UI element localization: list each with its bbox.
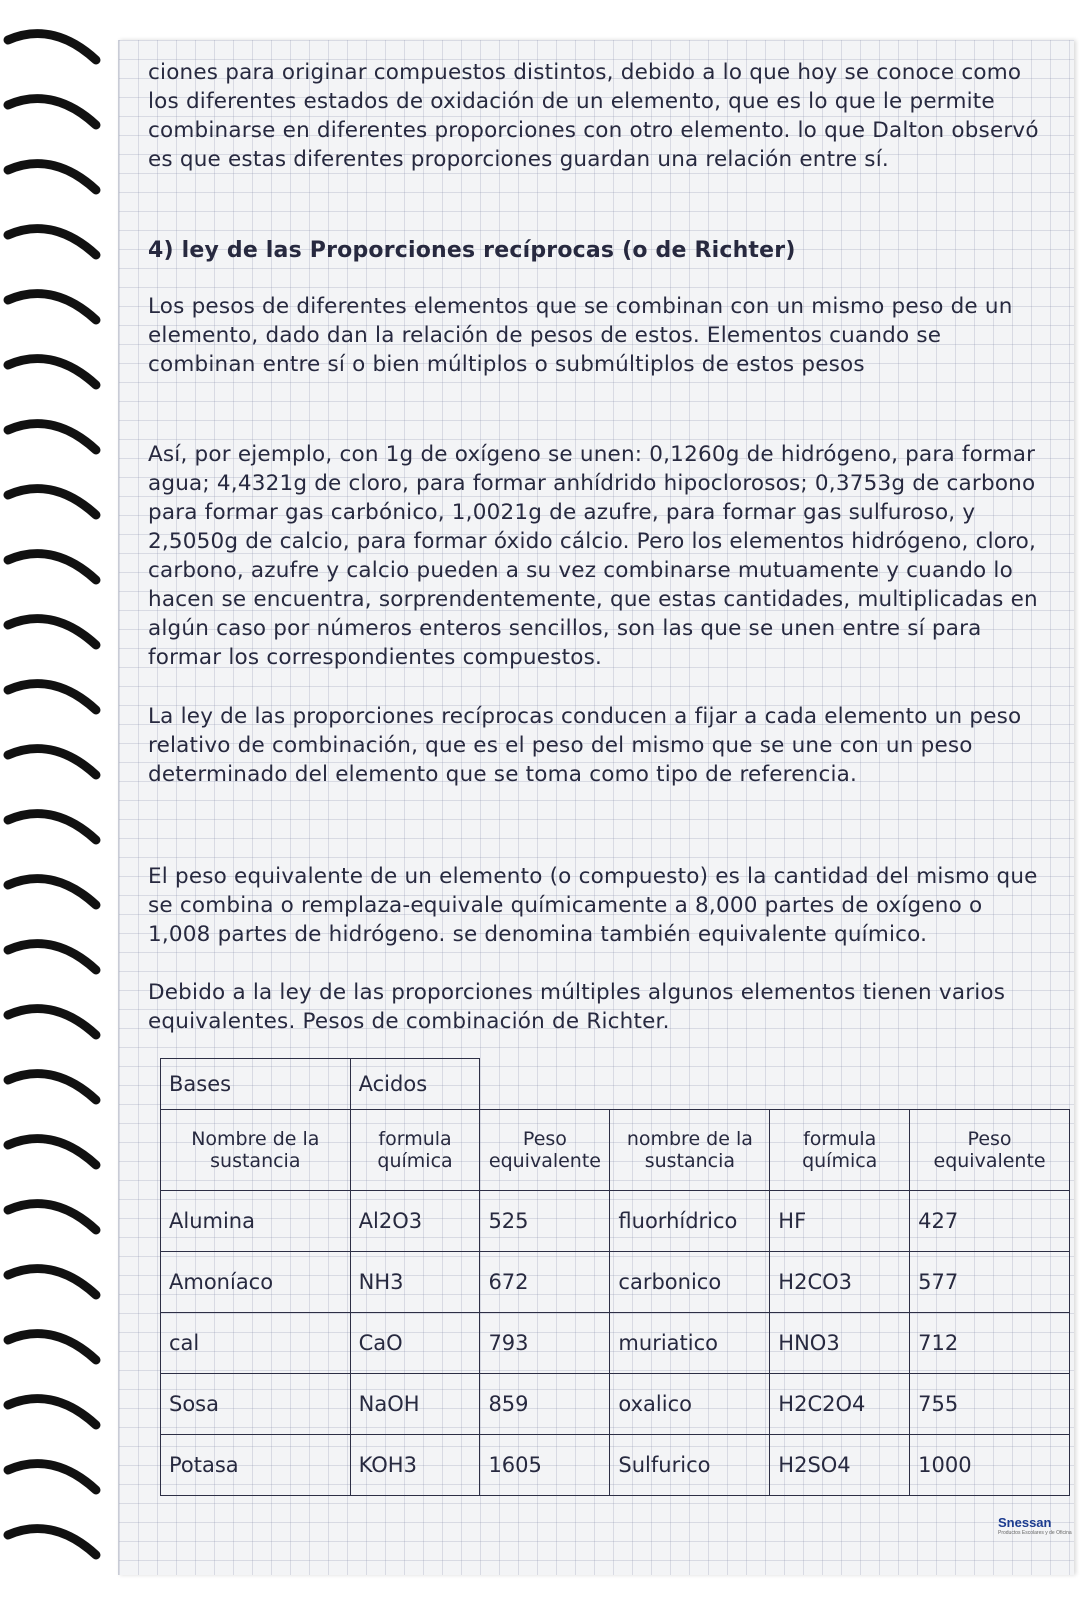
header-cell: Peso equivalente: [480, 1110, 610, 1191]
table-cell: fluorhídrico: [610, 1191, 770, 1252]
table-row: [161, 1252, 1070, 1313]
table-cell: 793: [480, 1313, 610, 1374]
paragraph-multiple-equivalents: Debido a la ley de las proporciones múltiples algunos elementos tienen varios equivalentes. Pesos de combinación de Richter.: [148, 980, 1006, 1034]
table-group-row: [161, 1059, 1070, 1110]
brand-logo: [998, 1515, 1072, 1536]
table-cell: H2CO3: [770, 1252, 910, 1313]
paragraph-example: Así, por ejemplo, con 1g de oxígeno se unen: 0,1260g de hidrógeno, para formar agua; 4,4321g de cloro, para formar anhídrido hipoclorosos; 0,3753g de carbono para formar gas carbónico, 1,0021g de azufre, para formar gas sulfuroso, y 2,5050g de calcio, para formar óxido cálcio. Pero los elementos hidrógeno, cloro, carbono, azufre y calcio pueden a su vez combinarse mutuamente y cuando lo hacen se encuentra, sorprendentemente, que estas cantidades, multiplicadas en algún caso por números enteros sencillos, son las que se unen entre sí para formar los correspondientes compuestos.: [148, 442, 1038, 670]
table-cell: HNO3: [770, 1313, 910, 1374]
table-cell: 525: [480, 1191, 610, 1252]
table-cell: KOH3: [350, 1435, 480, 1496]
table-cell: H2SO4: [770, 1435, 910, 1496]
spiral-ring: [8, 879, 96, 905]
paragraph-richter-law: Los pesos de diferentes elementos que se combinan con un mismo peso de un elemento, dado dan la relación de pesos de estos. Elementos cuando se combinan entre sí o bien múltiplos o submúltiplos de estos pesos: [148, 294, 1013, 377]
header-cell: nombre de la sustancia: [610, 1110, 770, 1191]
spiral-ring: [8, 814, 96, 840]
table-cell: HF: [770, 1191, 910, 1252]
table-row: [161, 1435, 1070, 1496]
spiral-ring: [8, 1204, 96, 1230]
spiral-ring: [8, 34, 96, 60]
table-cell: 577: [910, 1252, 1070, 1313]
header-cell: formula química: [350, 1110, 480, 1191]
section-heading: 4) ley de las Proporciones recíprocas (o de Richter): [148, 238, 796, 263]
header-cell: Nombre de la sustancia: [161, 1110, 351, 1191]
table-cell: H2C2O4: [770, 1374, 910, 1435]
table-row: [161, 1374, 1070, 1435]
header-cell: formula química: [770, 1110, 910, 1191]
spiral-ring: [8, 229, 96, 255]
table-row: [161, 1313, 1070, 1374]
spiral-ring: [8, 749, 96, 775]
spiral-ring: [8, 489, 96, 515]
table-cell: Sulfurico: [610, 1435, 770, 1496]
spiral-ring: [8, 359, 96, 385]
table-cell: NaOH: [350, 1374, 480, 1435]
spiral-ring: [8, 1269, 96, 1295]
spiral-ring: [8, 1334, 96, 1360]
table-cell: Al2O3: [350, 1191, 480, 1252]
spiral-ring: [8, 1464, 96, 1490]
acidos-group-label: Acidos: [350, 1059, 480, 1110]
spiral-ring: [8, 99, 96, 125]
table-cell: 712: [910, 1313, 1070, 1374]
spiral-binding: [0, 0, 118, 1621]
table-cell: Potasa: [161, 1435, 351, 1496]
spiral-ring: [8, 424, 96, 450]
table-cell: 427: [910, 1191, 1070, 1252]
table-cell: muriatico: [610, 1313, 770, 1374]
header-cell: Peso equivalente: [910, 1110, 1070, 1191]
table-cell: 755: [910, 1374, 1070, 1435]
paragraph-dalton: ciones para originar compuestos distintos, debido a lo que hoy se conoce como los diferentes estados de oxidación de un elemento, que es lo que le permite combinarse en diferentes proporciones con otro elemento. lo que Dalton observó es que estas diferentes proporciones guardan una relación entre sí.: [148, 60, 1039, 172]
spiral-ring: [8, 1399, 96, 1425]
spiral-ring: [8, 554, 96, 580]
table-cell: carbonico: [610, 1252, 770, 1313]
table-cell: CaO: [350, 1313, 480, 1374]
spiral-ring: [8, 619, 96, 645]
spiral-ring: [8, 1009, 96, 1035]
table-cell: Amoníaco: [161, 1252, 351, 1313]
table-cell: Sosa: [161, 1374, 351, 1435]
spiral-ring: [8, 1074, 96, 1100]
table-cell: NH3: [350, 1252, 480, 1313]
table-cell: 672: [480, 1252, 610, 1313]
spiral-ring: [8, 294, 96, 320]
spiral-ring: [8, 684, 96, 710]
table-cell: oxalico: [610, 1374, 770, 1435]
paragraph-reciprocal: La ley de las proporciones recíprocas conducen a fijar a cada elemento un peso relativo de combinación, que es el peso del mismo que se une con un peso determinado del elemento que se toma como tipo de referencia.: [148, 704, 1022, 787]
paragraph-equivalent-weight: El peso equivalente de un elemento (o compuesto) es la cantidad del mismo que se combina o remplaza-equivale químicamente a 8,000 partes de oxígeno o 1,008 partes de hidrógeno. se denomina también equivalente químico.: [148, 864, 1038, 947]
spiral-ring: [8, 164, 96, 190]
richter-table: [160, 1058, 1070, 1496]
table-header-row: [161, 1110, 1070, 1191]
table-row: [161, 1191, 1070, 1252]
table-cell: cal: [161, 1313, 351, 1374]
brand-name: Snessan: [998, 1515, 1052, 1530]
spiral-ring: [8, 1139, 96, 1165]
table-cell: 1000: [910, 1435, 1070, 1496]
bases-group-label: Bases: [161, 1059, 351, 1110]
table-cell: 1605: [480, 1435, 610, 1496]
spiral-ring: [8, 1529, 96, 1555]
table-cell: 859: [480, 1374, 610, 1435]
brand-tagline: Productos Escolares y de Oficina: [998, 1530, 1072, 1536]
spiral-ring: [8, 944, 96, 970]
table-cell: Alumina: [161, 1191, 351, 1252]
